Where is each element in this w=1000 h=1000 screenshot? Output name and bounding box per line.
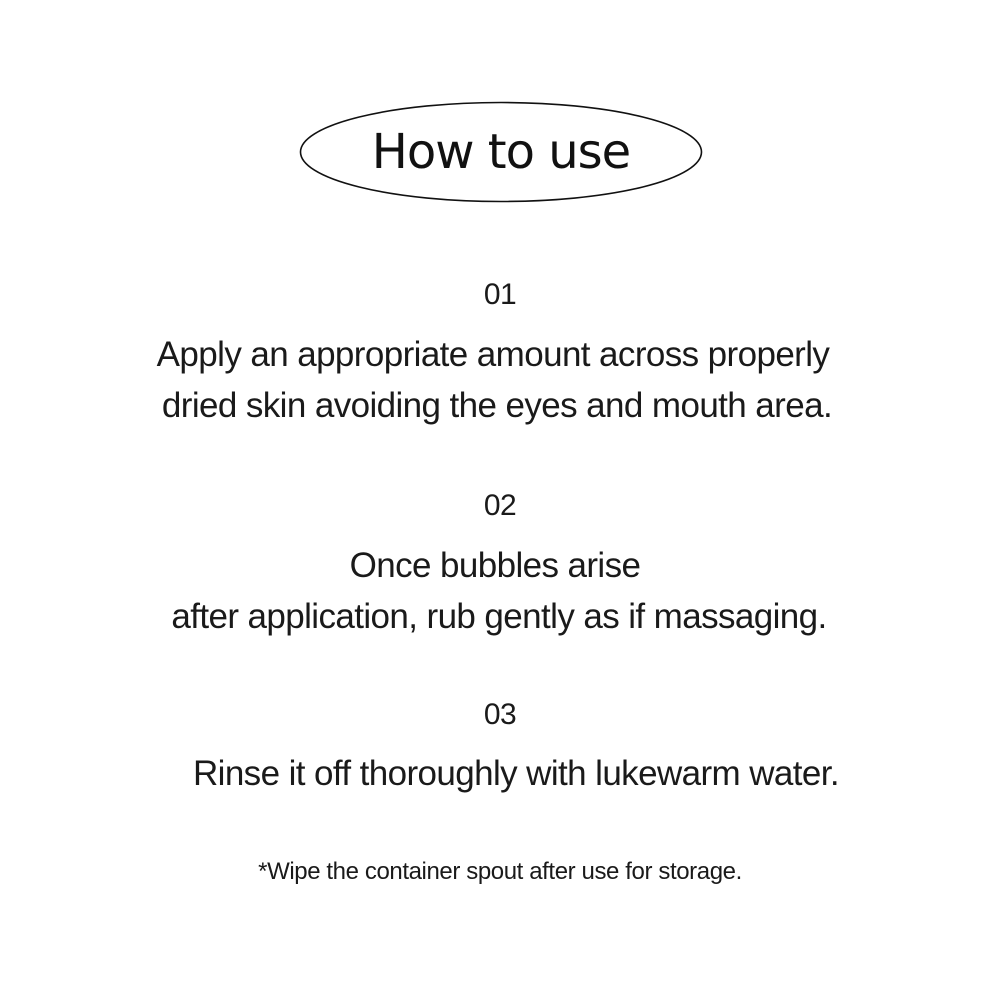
step-3-line-1: Rinse it off thoroughly with lukewarm water. xyxy=(192,754,840,793)
page-title: How to use xyxy=(371,124,631,180)
step-1-line-2: dried skin avoiding the eyes and mouth area. xyxy=(161,386,833,425)
step-1-line-1: Apply an appropriate amount across properly xyxy=(156,335,830,374)
step-2-line-2: after application, rub gently as if massaging. xyxy=(171,597,827,636)
title-badge xyxy=(299,101,703,203)
step-2-number: 02 xyxy=(483,489,517,522)
step-1-number: 01 xyxy=(483,278,517,311)
storage-note: *Wipe the container spout after use for storage. xyxy=(258,858,742,885)
step-3-number: 03 xyxy=(483,698,517,731)
step-2-line-1: Once bubbles arise xyxy=(349,546,641,585)
